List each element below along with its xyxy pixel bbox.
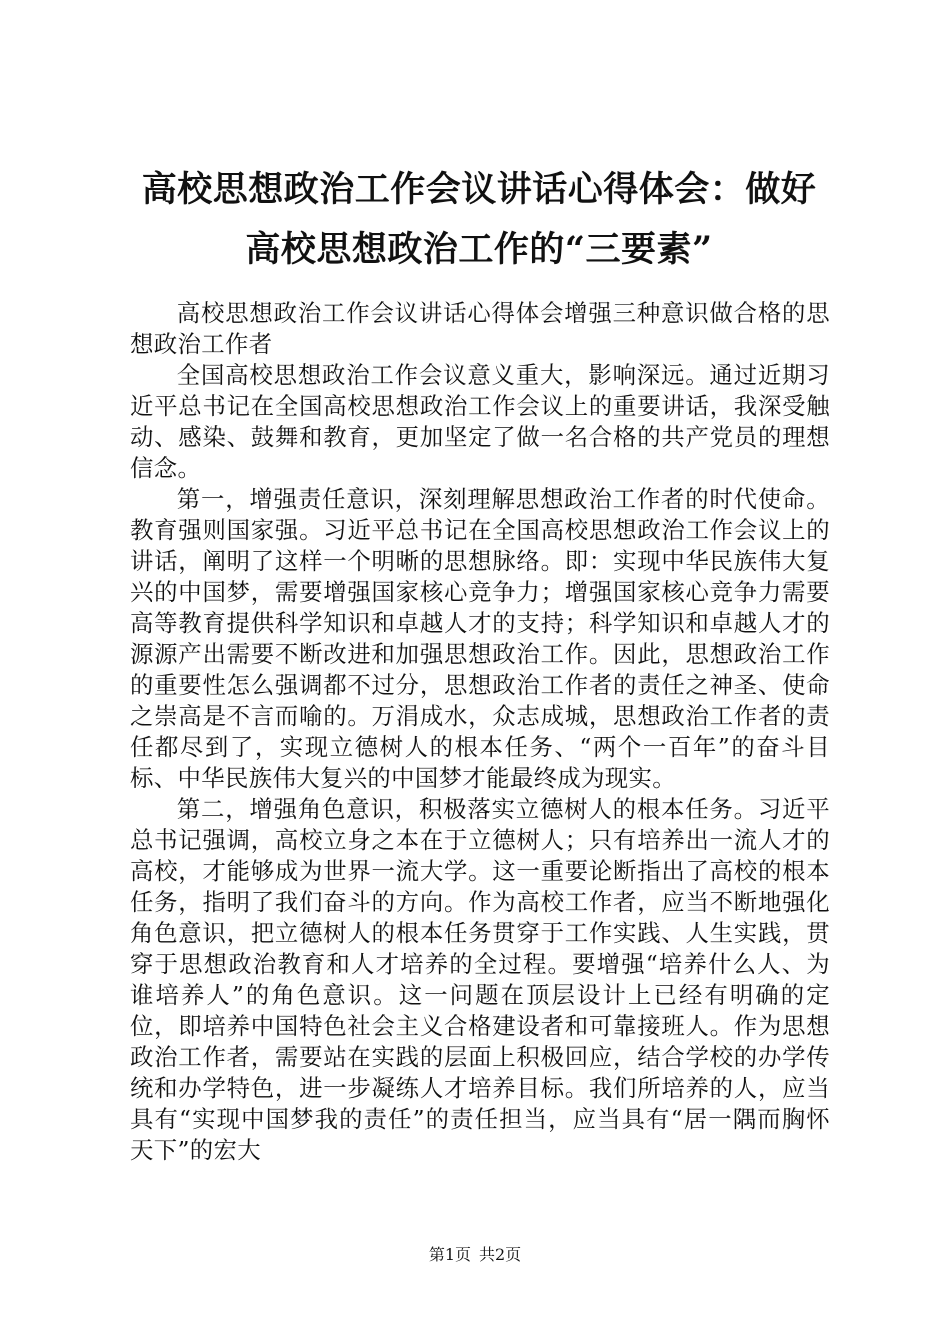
document-body — [130, 298, 830, 1166]
document-title: 高校思想政治工作会议讲话心得体会：做好高校思想政治工作的“三要素” — [141, 169, 817, 270]
paragraph-intro: 全国高校思想政治工作会议意义重大，影响深远。通过近期习近平总书记在全国高校思想政治工作会议上的重要讲话，我深受触动、感染、鼓舞和教育，更加坚定了做一名合格的共产党员的理想信念。 — [130, 361, 830, 482]
paragraph-second-point: 第二，增强角色意识，积极落实立德树人的根本任务。习近平总书记强调，高校立身之本在于立德树人；只有培养出一流人才的高校，才能够成为世界一流大学。这一重要论断指出了高校的根本任务，指明了我们奋斗的方向。作为高校工作者，应当不断地强化角色意识，把立德树人的根本任务贯穿于工作实践、人生实践，贯穿于思想政治教育和人才培养的全过程。要增强“培养什么人、为谁培养人”的角色意识。这一问题在顶层设计上已经有明确的定位，即培养中国特色社会主义合格建设者和可靠接班人。作为思想政治工作者，需要站在实践的层面上积极回应，结合学校的办学传统和办学特色，进一步凝练人才培养目标。我们所培养的人，应当具有“实现中国梦我的责任”的责任担当，应当具有“居一隅而胸怀天下”的宏大 — [130, 795, 830, 1164]
page-total: 共2页 — [479, 1245, 522, 1264]
page-footer — [0, 1245, 950, 1265]
paragraph-subtitle: 高校思想政治工作会议讲话心得体会增强三种意识做合格的思想政治工作者 — [130, 299, 830, 358]
paragraph-first-point: 第一，增强责任意识，深刻理解思想政治工作者的时代使命。教育强则国家强。习近平总书记在全国高校思想政治工作会议上的讲话，阐明了这样一个明晰的思想脉络。即：实现中华民族伟大复兴的中国梦，需要增强国家核心竞争力；增强国家核心竞争力需要高等教育提供科学知识和卓越人才的支持；科学知识和卓越人才的源源产出需要不断改进和加强思想政治工作。因此，思想政治工作的重要性怎么强调都不过分，思想政治工作者的责任之神圣、使命之崇高是不言而喻的。万涓成水，众志成城，思想政治工作者的责任都尽到了，实现立德树人的根本任务、“两个一百年”的奋斗目标、中华民族伟大复兴的中国梦才能最终成为现实。 — [130, 485, 830, 792]
page-number: 第1页 — [428, 1245, 471, 1264]
